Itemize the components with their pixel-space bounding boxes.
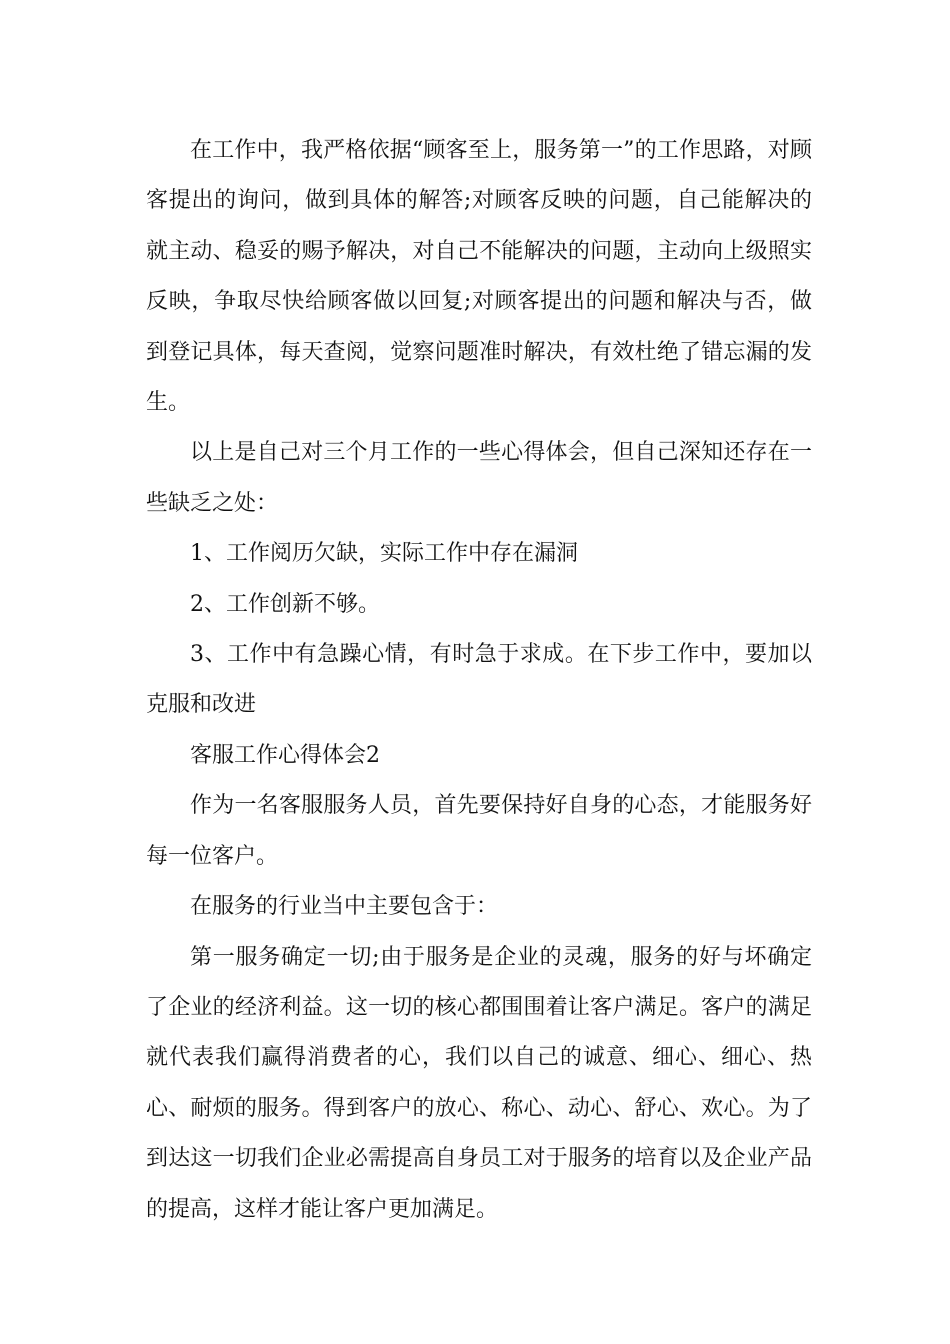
list-item-1: 1、工作阅历欠缺，实际工作中存在漏洞: [190, 541, 578, 567]
list-item-2: 2、工作创新不够。: [190, 591, 380, 617]
list-item-3: 3、工作中有急躁心情，有时急于求成。在下步工作中，要加以克服和改进: [146, 642, 812, 718]
paragraph-attitude: 作为一名客服服务人员，首先要保持好自身的心态，才能服务好每一位客户。: [146, 793, 812, 869]
paragraph-work-approach: 在工作中，我严格依据“顾客至上，服务第一”的工作思路，对顾客提出的询问，做到具体的解答;对顾客反映的问题，自己能解决的就主动、稳妥的赐予解决，对自己不能解决的问题，主动向上级照实反映，争取尽快给顾客做以回复;对顾客提出的问题和解决与否，做到登记具体，每天查阅，觉察问题准时解决，有效杜绝了错忘漏的发生。: [146, 138, 812, 416]
paragraph-shortcomings-intro: 以上是自己对三个月工作的一些心得体会，但自己深知还存在一些缺乏之处：: [146, 440, 812, 516]
paragraph-service-first: 第一服务确定一切;由于服务是企业的灵魂，服务的好与坏确定了企业的经济利益。这一切的核心都围围着让客户满足。客户的满足就代表我们赢得消费者的心，我们以自己的诚意、细心、细心、热心、耐烦的服务。得到客户的放心、称心、动心、舒心、欢心。为了到达这一切我们企业必需提高自身员工对于服务的培育以及企业产品的提高，这样才能让客户更加满足。: [146, 944, 812, 1222]
paragraph-industry-intro: 在服务的行业当中主要包含于：: [190, 894, 499, 920]
section-heading: 客服工作心得体会2: [190, 742, 380, 768]
document-body: [146, 126, 812, 1235]
